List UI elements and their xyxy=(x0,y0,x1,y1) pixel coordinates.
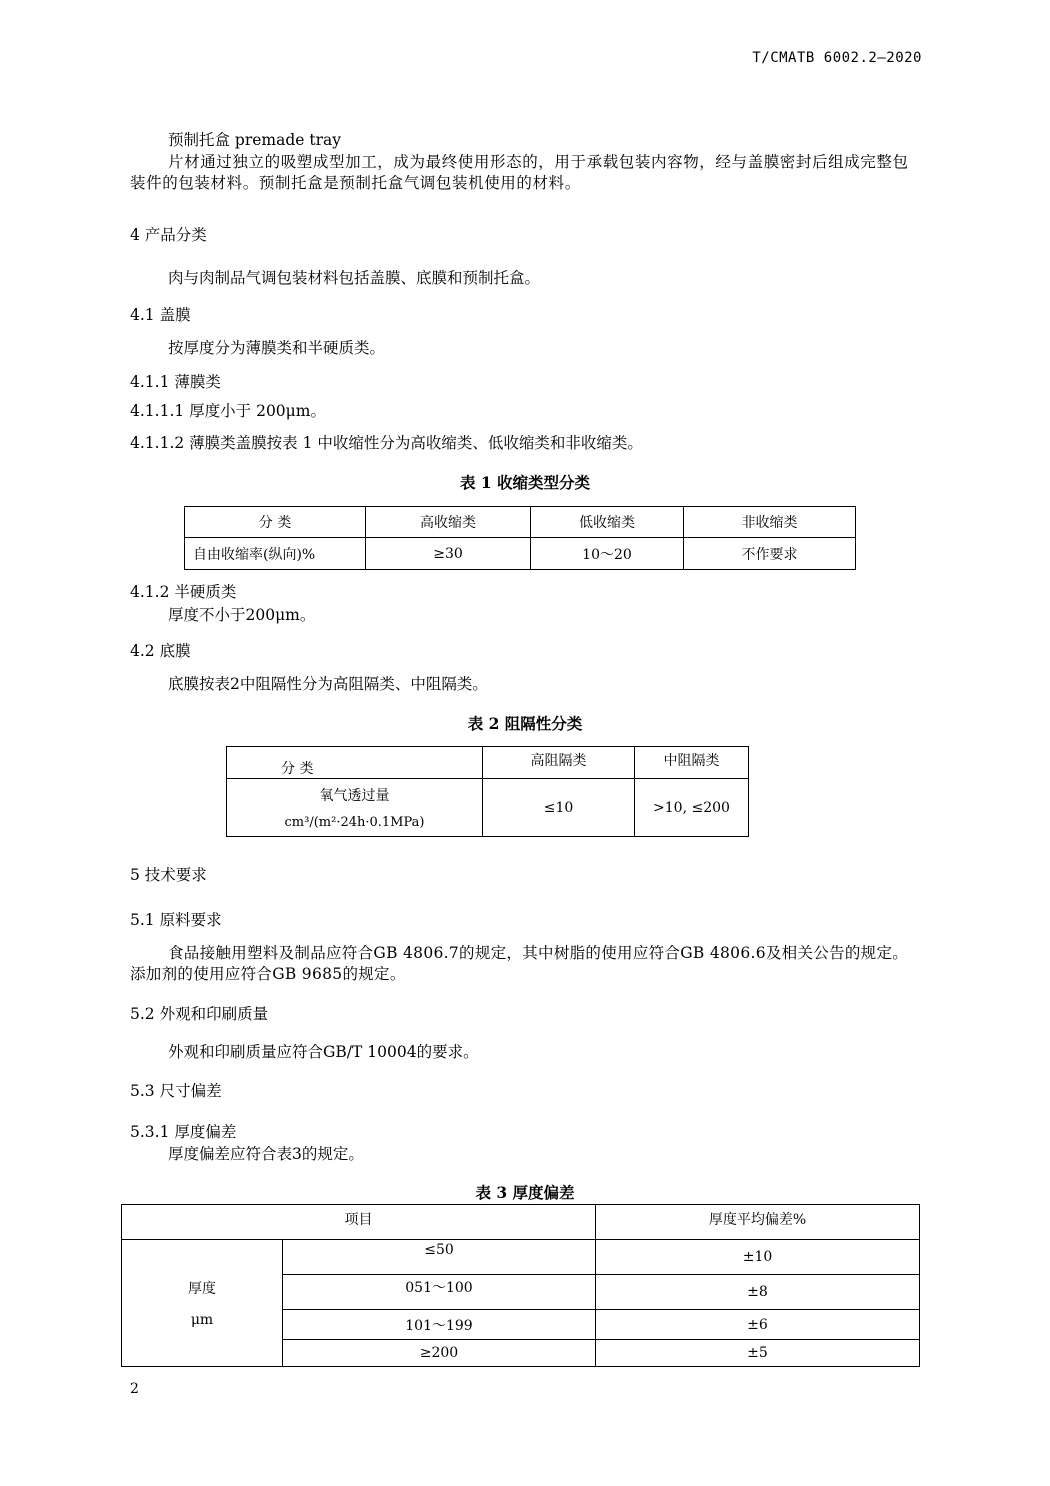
table-3-deviation-cell: ±10 xyxy=(596,1240,920,1275)
table-3-range-cell: 101～199 xyxy=(283,1310,596,1340)
table-3-deviation-cell: ±5 xyxy=(596,1340,920,1367)
table-3-deviation-cell: ±8 xyxy=(596,1275,920,1310)
section-4-title: 4 产品分类 xyxy=(130,226,207,244)
table-2-row-label xyxy=(227,779,483,837)
table-2-header-high: 高阻隔类 xyxy=(483,747,635,779)
table-2-header-category: 分 类 xyxy=(227,747,483,779)
page-number: 2 xyxy=(130,1381,139,1397)
document-id-header: T/CMATB 6002.2—2020 xyxy=(752,50,922,66)
section-4-2-body: 底膜按表2中阻隔性分为高阻隔类、中阻隔类。 xyxy=(168,675,488,693)
table-1-cell: ≥30 xyxy=(366,538,531,570)
section-4-1-1-title: 4.1.1 薄膜类 xyxy=(130,373,221,391)
table-3-row-label xyxy=(122,1240,283,1367)
table-3-header-item: 项目 xyxy=(122,1205,596,1240)
table-2-header-mid: 中阻隔类 xyxy=(635,747,749,779)
section-4-1-1-2: 4.1.1.2 薄膜类盖膜按表 1 中收缩性分为高收缩类、低收缩类和非收缩类。 xyxy=(130,434,643,452)
table-3-header-deviation: 厚度平均偏差% xyxy=(596,1205,920,1240)
section-4-1-2-title: 4.1.2 半硬质类 xyxy=(130,583,237,601)
section-5-title: 5 技术要求 xyxy=(130,866,207,884)
section-4-1-2-body: 厚度不小于200μm。 xyxy=(168,606,316,624)
section-4-1-body: 按厚度分为薄膜类和半硬质类。 xyxy=(168,339,386,357)
section-4-1-title: 4.1 盖膜 xyxy=(130,306,191,324)
section-5-2-title: 5.2 外观和印刷质量 xyxy=(130,1005,269,1023)
table-1-header-none: 非收缩类 xyxy=(684,507,856,538)
table-2-row-label-name: 氧气透过量 xyxy=(319,788,390,804)
table-2-row-label-unit: cm³/(m²·24h·0.1MPa) xyxy=(284,815,425,830)
section-4-body: 肉与肉制品气调包装材料包括盖膜、底膜和预制托盒。 xyxy=(168,269,541,287)
table-1-cell: 10～20 xyxy=(531,538,684,570)
table-1-header-high: 高收缩类 xyxy=(366,507,531,538)
table-3-row-label-unit: μm xyxy=(190,1312,214,1328)
table-3 xyxy=(121,1204,920,1367)
definition-term: 预制托盒 premade tray xyxy=(168,131,342,149)
table-3-caption: 表 3 厚度偏差 xyxy=(475,1183,575,1202)
table-1-header-category: 分 类 xyxy=(185,507,366,538)
section-5-1-body: 食品接触用塑料及制品应符合GB 4806.7的规定，其中树脂的使用应符合GB 4806.6及相关公告的规定。添加剂的使用应符合GB 9685的规定。 xyxy=(130,944,909,983)
section-5-3-title: 5.3 尺寸偏差 xyxy=(130,1082,222,1100)
section-5-3-1-title: 5.3.1 厚度偏差 xyxy=(130,1123,237,1141)
section-4-2-title: 4.2 底膜 xyxy=(130,642,191,660)
table-2-cell: >10, ≤200 xyxy=(635,779,749,837)
table-1 xyxy=(184,506,856,570)
table-1-cell: 不作要求 xyxy=(684,538,856,570)
table-2-caption: 表 2 阻隔性分类 xyxy=(467,714,583,733)
table-1-caption: 表 1 收缩类型分类 xyxy=(459,473,591,492)
definition-body: 片材通过独立的吸塑成型加工，成为最终使用形态的，用于承载包装内容物，经与盖膜密封后组成完整包装件的包装材料。预制托盒是预制托盒气调包装机使用的材料。 xyxy=(130,153,909,192)
table-1-header-low: 低收缩类 xyxy=(531,507,684,538)
table-3-range-cell: ≥200 xyxy=(283,1340,596,1367)
section-5-3-1-body: 厚度偏差应符合表3的规定。 xyxy=(168,1145,364,1163)
table-1-row-label: 自由收缩率(纵向)% xyxy=(185,538,366,570)
table-3-range-cell: 051～100 xyxy=(283,1275,596,1310)
table-3-deviation-cell: ±6 xyxy=(596,1310,920,1340)
section-5-1-title: 5.1 原料要求 xyxy=(130,911,222,929)
table-3-row-label-name: 厚度 xyxy=(188,1281,216,1297)
section-4-1-1-1: 4.1.1.1 厚度小于 200μm。 xyxy=(130,402,326,420)
table-3-range-cell: ≤50 xyxy=(283,1240,596,1275)
table-2-cell: ≤10 xyxy=(483,779,635,837)
section-5-2-body: 外观和印刷质量应符合GB/T 10004的要求。 xyxy=(168,1043,479,1061)
table-2 xyxy=(226,746,749,837)
